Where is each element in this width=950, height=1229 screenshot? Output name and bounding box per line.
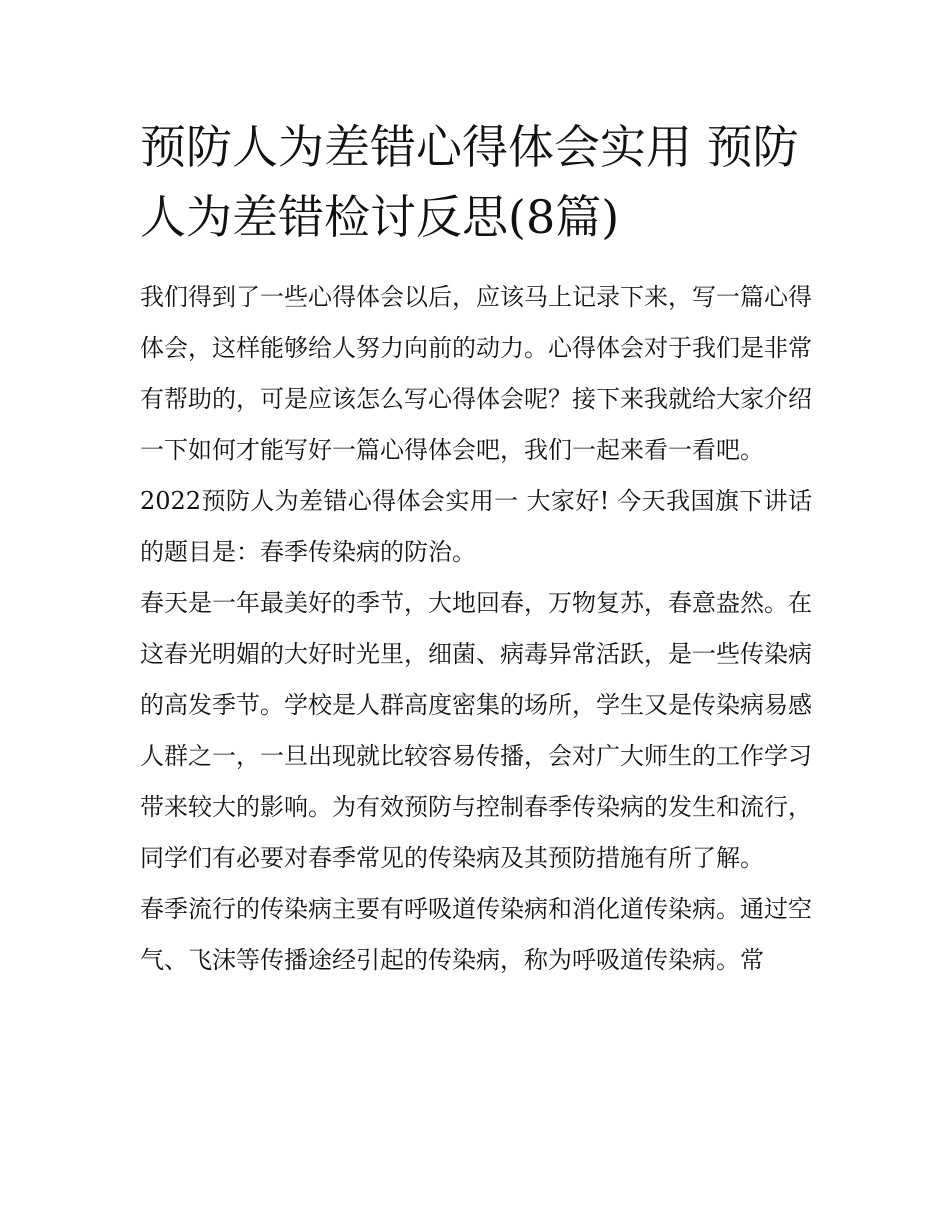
paragraph-intro: 我们得到了一些心得体会以后，应该马上记录下来，写一篇心得体会，这样能够给人努力向前的动力。心得体会对于我们是非常有帮助的，可是应该怎么写心得体会呢？接下来我就给大家介绍一下如何才能写好一篇心得体会吧，我们一起来看一看吧。: [140, 283, 812, 464]
document-body: [140, 112, 812, 986]
paragraph-greeting: 2022预防人为差错心得体会实用一 大家好! 今天我国旗下讲话的题目是：春季传染病的防治。: [140, 487, 812, 566]
paragraph-diseases: 春季流行的传染病主要有呼吸道传染病和消化道传染病。通过空气、飞沫等传播途经引起的传染病，称为呼吸道传染病。常: [140, 895, 812, 974]
document-title: 预防人为差错心得体会实用 预防人为差错检讨反思(8篇): [140, 120, 799, 244]
paragraph-spring: 春天是一年最美好的季节，大地回春，万物复苏，春意盎然。在这春光明媚的大好时光里，细菌、病毒异常活跃，是一些传染病的高发季节。学校是人群高度密集的场所，学生又是传染病易感人群之一，一旦出现就比较容易传播，会对广大师生的工作学习带来较大的影响。为有效预防与控制春季传染病的发生和流行，同学们有必要对春季常见的传染病及其预防措施有所了解。: [140, 589, 812, 872]
